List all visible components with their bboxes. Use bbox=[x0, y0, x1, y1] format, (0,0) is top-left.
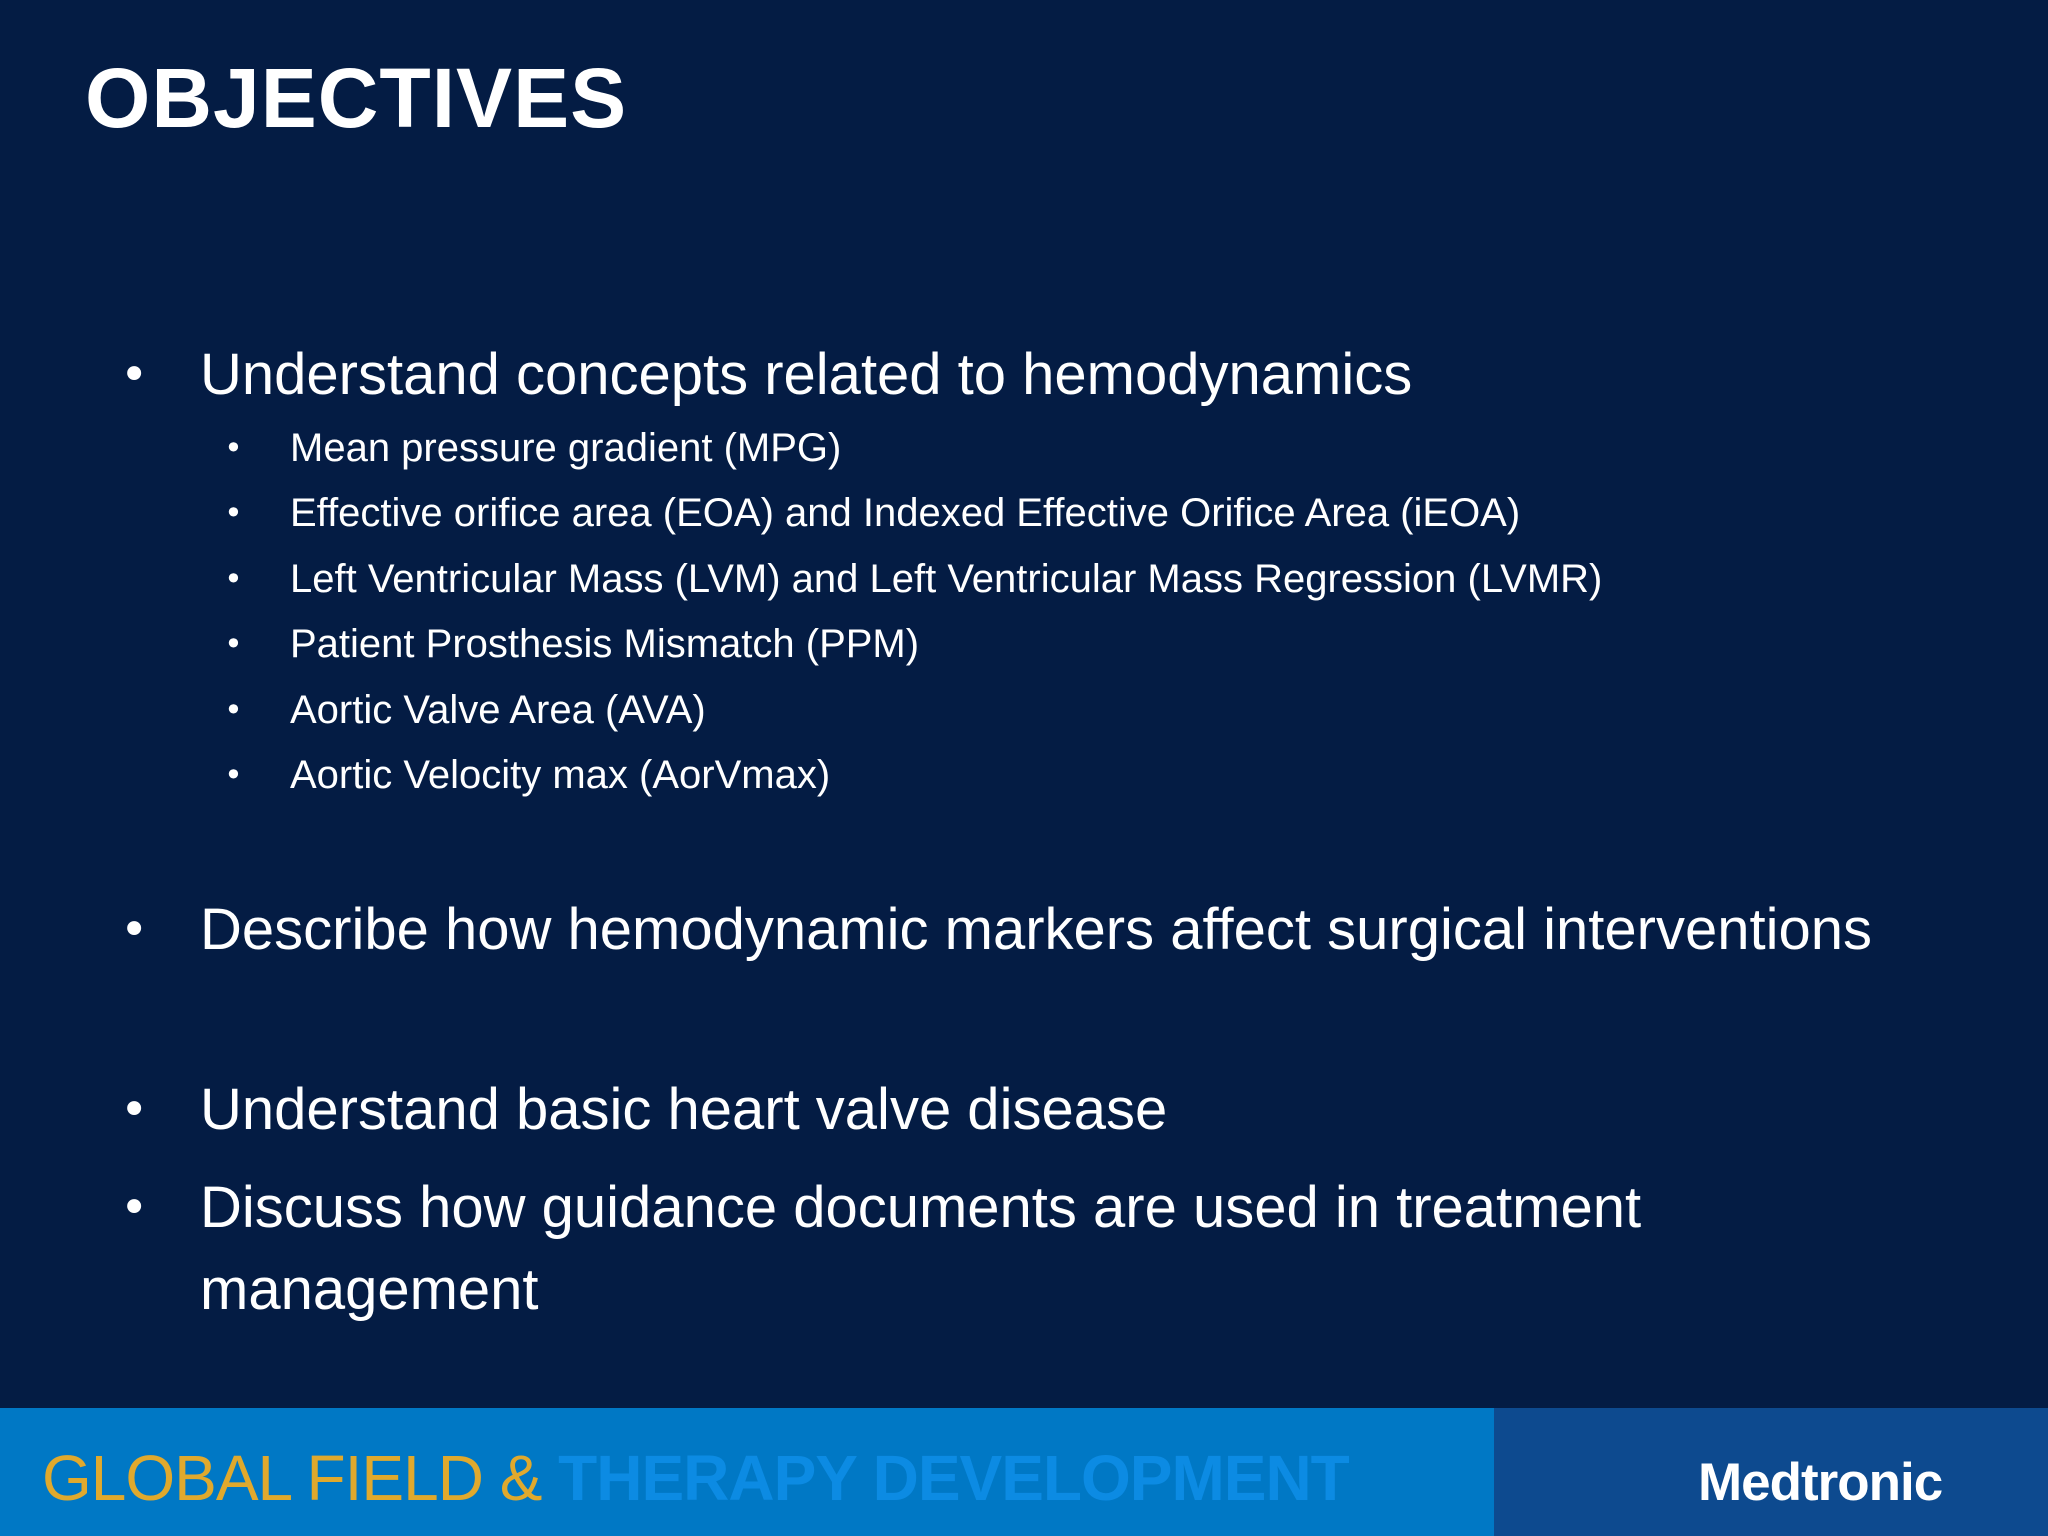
subtopic-text: Mean pressure gradient (MPG) bbox=[290, 426, 842, 470]
objective-item bbox=[120, 1069, 1880, 1151]
objective-text: Understand concepts related to hemodynamics bbox=[200, 342, 1413, 407]
medtronic-logo: Medtronic bbox=[1698, 1453, 1943, 1512]
slide-footer bbox=[0, 1408, 2048, 1536]
subtopic-item bbox=[224, 553, 1850, 605]
slide-title: OBJECTIVES bbox=[85, 51, 628, 145]
bullet-icon: • bbox=[120, 1082, 149, 1138]
bullet-icon: • bbox=[224, 429, 243, 467]
bullet-icon: • bbox=[224, 691, 243, 729]
bullet-icon: • bbox=[120, 1180, 149, 1236]
subtopic-text: Aortic Valve Area (AVA) bbox=[290, 688, 706, 732]
bullet-icon: • bbox=[224, 560, 243, 598]
subtopic-text: Aortic Velocity max (AorVmax) bbox=[290, 753, 831, 797]
bullet-icon: • bbox=[224, 494, 243, 532]
subtopic-item bbox=[224, 487, 1850, 539]
subtopic-item bbox=[224, 618, 1850, 670]
bullet-icon: • bbox=[224, 756, 243, 794]
objective-text: Describe how hemodynamic markers affect surgical interventions bbox=[200, 897, 1872, 962]
bullet-icon: • bbox=[224, 625, 243, 663]
subtopic-text: Effective orifice area (EOA) and Indexed Effective Orifice Area (iEOA) bbox=[290, 491, 1521, 535]
subtopic-item bbox=[224, 422, 1850, 474]
subtopic-item bbox=[224, 749, 1850, 801]
program-title bbox=[42, 1443, 1349, 1513]
program-title-gold: GLOBAL FIELD & bbox=[42, 1442, 559, 1514]
subtopic-item bbox=[224, 684, 1850, 736]
objective-item bbox=[120, 889, 1880, 971]
objective-item bbox=[120, 334, 1880, 416]
bullet-icon: • bbox=[120, 902, 149, 958]
subtopic-text: Patient Prosthesis Mismatch (PPM) bbox=[290, 622, 920, 666]
objective-text: Discuss how guidance documents are used in treatment management bbox=[200, 1175, 1642, 1322]
objective-item bbox=[120, 1167, 1880, 1331]
objective-text: Understand basic heart valve disease bbox=[200, 1077, 1168, 1142]
bullet-icon: • bbox=[120, 347, 149, 403]
footer-program-band bbox=[0, 1408, 1494, 1536]
subtopic-text: Left Ventricular Mass (LVM) and Left Ventricular Mass Regression (LVMR) bbox=[290, 557, 1603, 601]
program-title-blue: THERAPY DEVELOPMENT bbox=[558, 1442, 1349, 1514]
